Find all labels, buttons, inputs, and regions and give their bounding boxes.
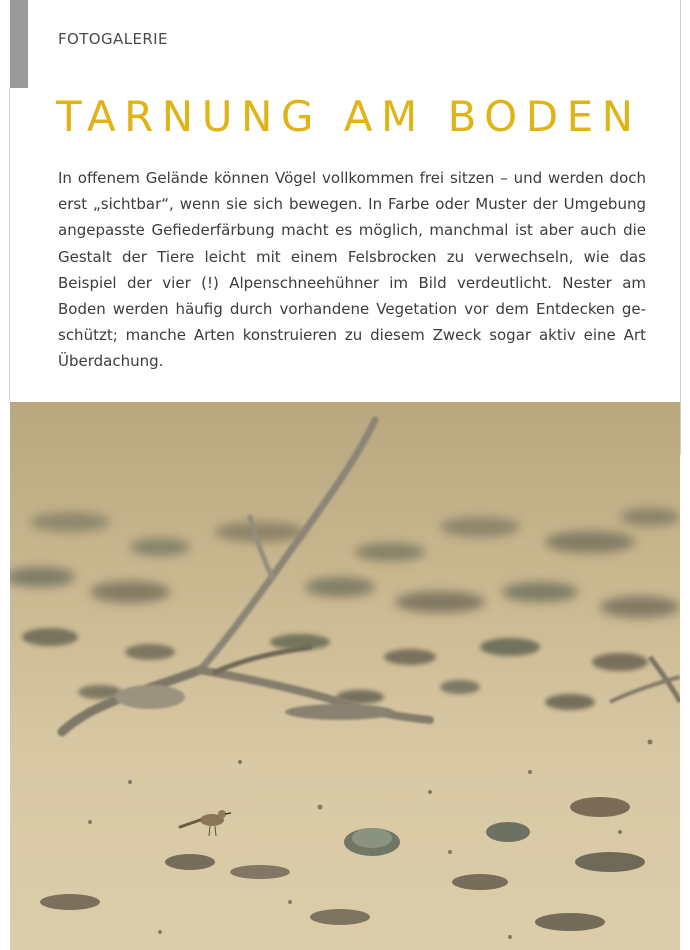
article-title: TARNUNG AM BODEN <box>56 92 642 141</box>
section-marker-bar <box>10 0 28 88</box>
article-body: In offenem Gelände können Vögel vollkommen frei sitzen – und werden doch erst „sichtbar“, wenn sie sich bewegen. In Farbe oder Muster der Umgebung angepasste Gefiederfärbung macht es möglich, manchmal ist aber auch die Gestalt der Tiere leicht mit einem Felsbrocken zu verwechseln, wie das Beispiel der vier (!) Alpenschneehühner im Bild verdeutlicht. Nester am Boden werden häufig durch vorhandene Vegetation vor dem Entdecken geschützt; manche Arten konstruieren zu diesem Zweck sogar aktiv eine Art Überdachung. <box>58 169 646 371</box>
section-label: FOTOGALERIE <box>58 30 168 48</box>
bird-camouflage-photo <box>10 402 680 950</box>
page-left-rule <box>9 88 10 400</box>
page-right-rule <box>680 0 681 455</box>
